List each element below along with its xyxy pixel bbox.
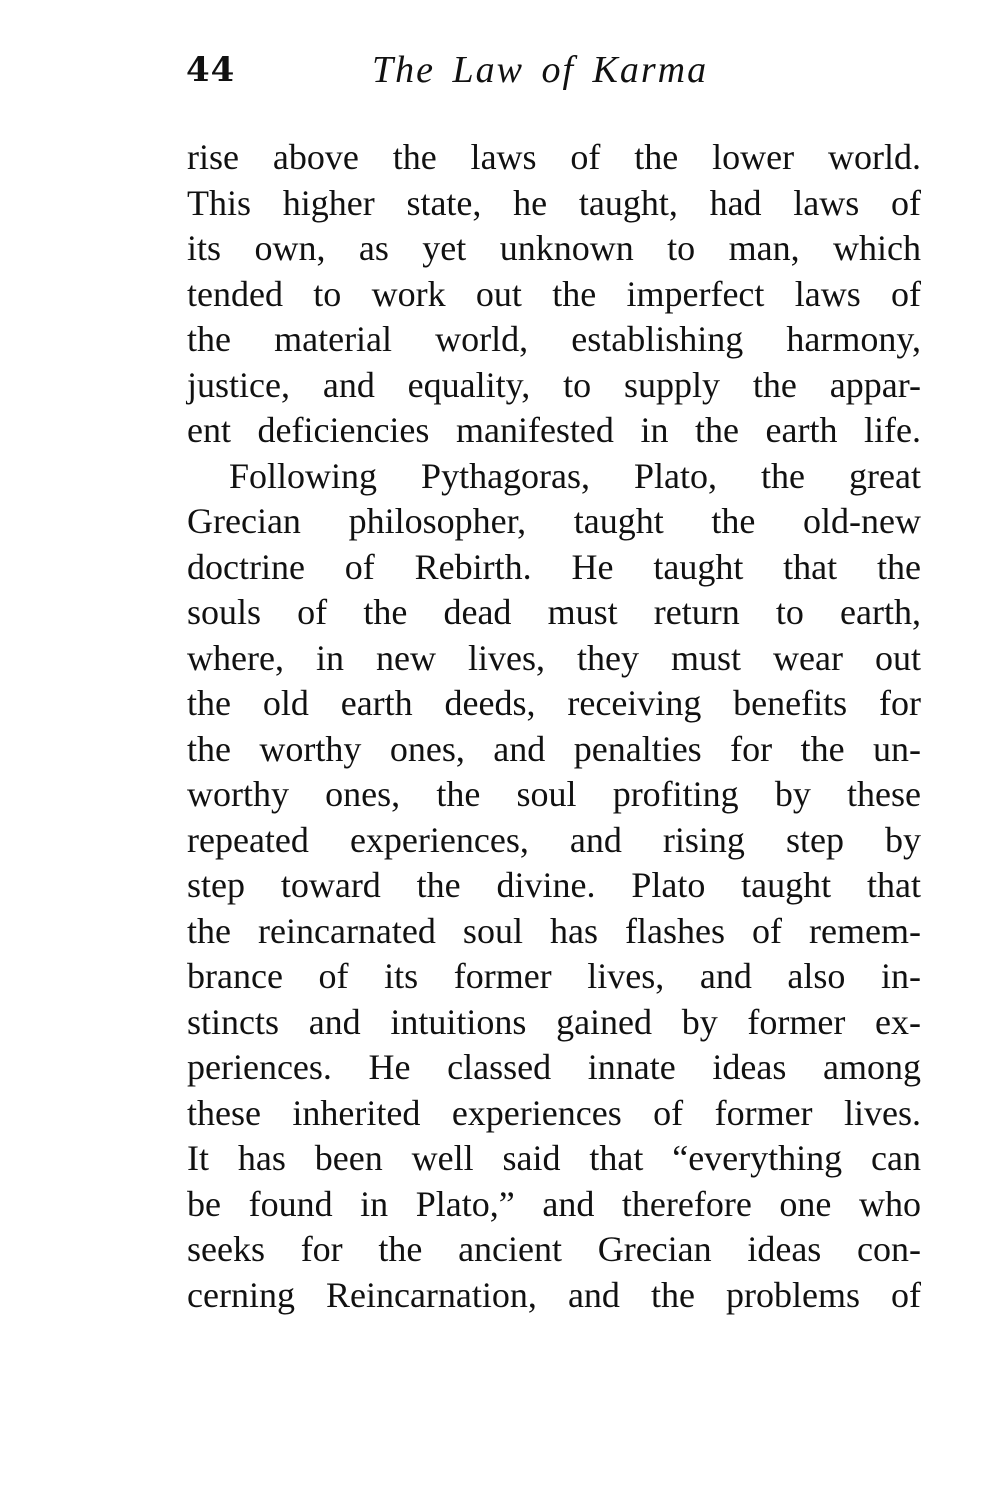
- paragraph-plato: [187, 454, 921, 1319]
- text-line: step toward the divine. Plato taught that: [187, 865, 921, 905]
- text-line: the material world, establishing harmony,: [187, 319, 921, 359]
- text-line: its own, as yet unknown to man, which: [187, 228, 921, 268]
- body-text: [187, 135, 921, 1318]
- text-line: Following Pythagoras, Plato, the great: [229, 455, 921, 496]
- text-line: these inherited experiences of former lives.: [187, 1092, 921, 1133]
- text-line: souls of the dead must return to earth,: [187, 592, 921, 632]
- text-line: This higher state, he taught, had laws of: [187, 182, 921, 223]
- text-line: rise above the laws of the lower world.: [187, 137, 921, 177]
- page-header: [186, 46, 746, 96]
- text-line: tended to work out the imperfect laws of: [187, 273, 921, 314]
- text-line: cerning Reincarnation, and the problems of: [187, 1274, 921, 1315]
- page-number: 44: [186, 50, 236, 90]
- text-line: periences. He classed innate ideas among: [187, 1047, 921, 1087]
- text-line: the old earth deeds, receiving benefits for: [187, 683, 921, 723]
- text-line: doctrine of Rebirth. He taught that the: [187, 546, 921, 587]
- text-line: the reincarnated soul has flashes of remem-: [187, 910, 921, 951]
- text-line: stincts and intuitions gained by former ex-: [187, 1001, 921, 1042]
- text-line: be found in Plato,” and therefore one who: [187, 1183, 921, 1224]
- text-line: worthy ones, the soul profiting by these: [187, 774, 921, 814]
- text-line: It has been well said that “everything can: [187, 1138, 921, 1178]
- text-line: justice, and equality, to supply the appar-: [187, 364, 921, 405]
- text-line: the worthy ones, and penalties for the un-: [187, 728, 921, 769]
- paragraph-continuation: [187, 135, 921, 454]
- text-line: repeated experiences, and rising step by: [187, 819, 921, 860]
- text-line: ent deficiencies manifested in the earth life.: [187, 410, 921, 450]
- text-line: where, in new lives, they must wear out: [187, 637, 921, 678]
- text-line: seeks for the ancient Grecian ideas con-: [187, 1229, 921, 1269]
- text-line: brance of its former lives, and also in-: [187, 956, 921, 996]
- text-line: Grecian philosopher, taught the old-new: [187, 501, 921, 541]
- running-title: The Law of Karma: [372, 49, 709, 91]
